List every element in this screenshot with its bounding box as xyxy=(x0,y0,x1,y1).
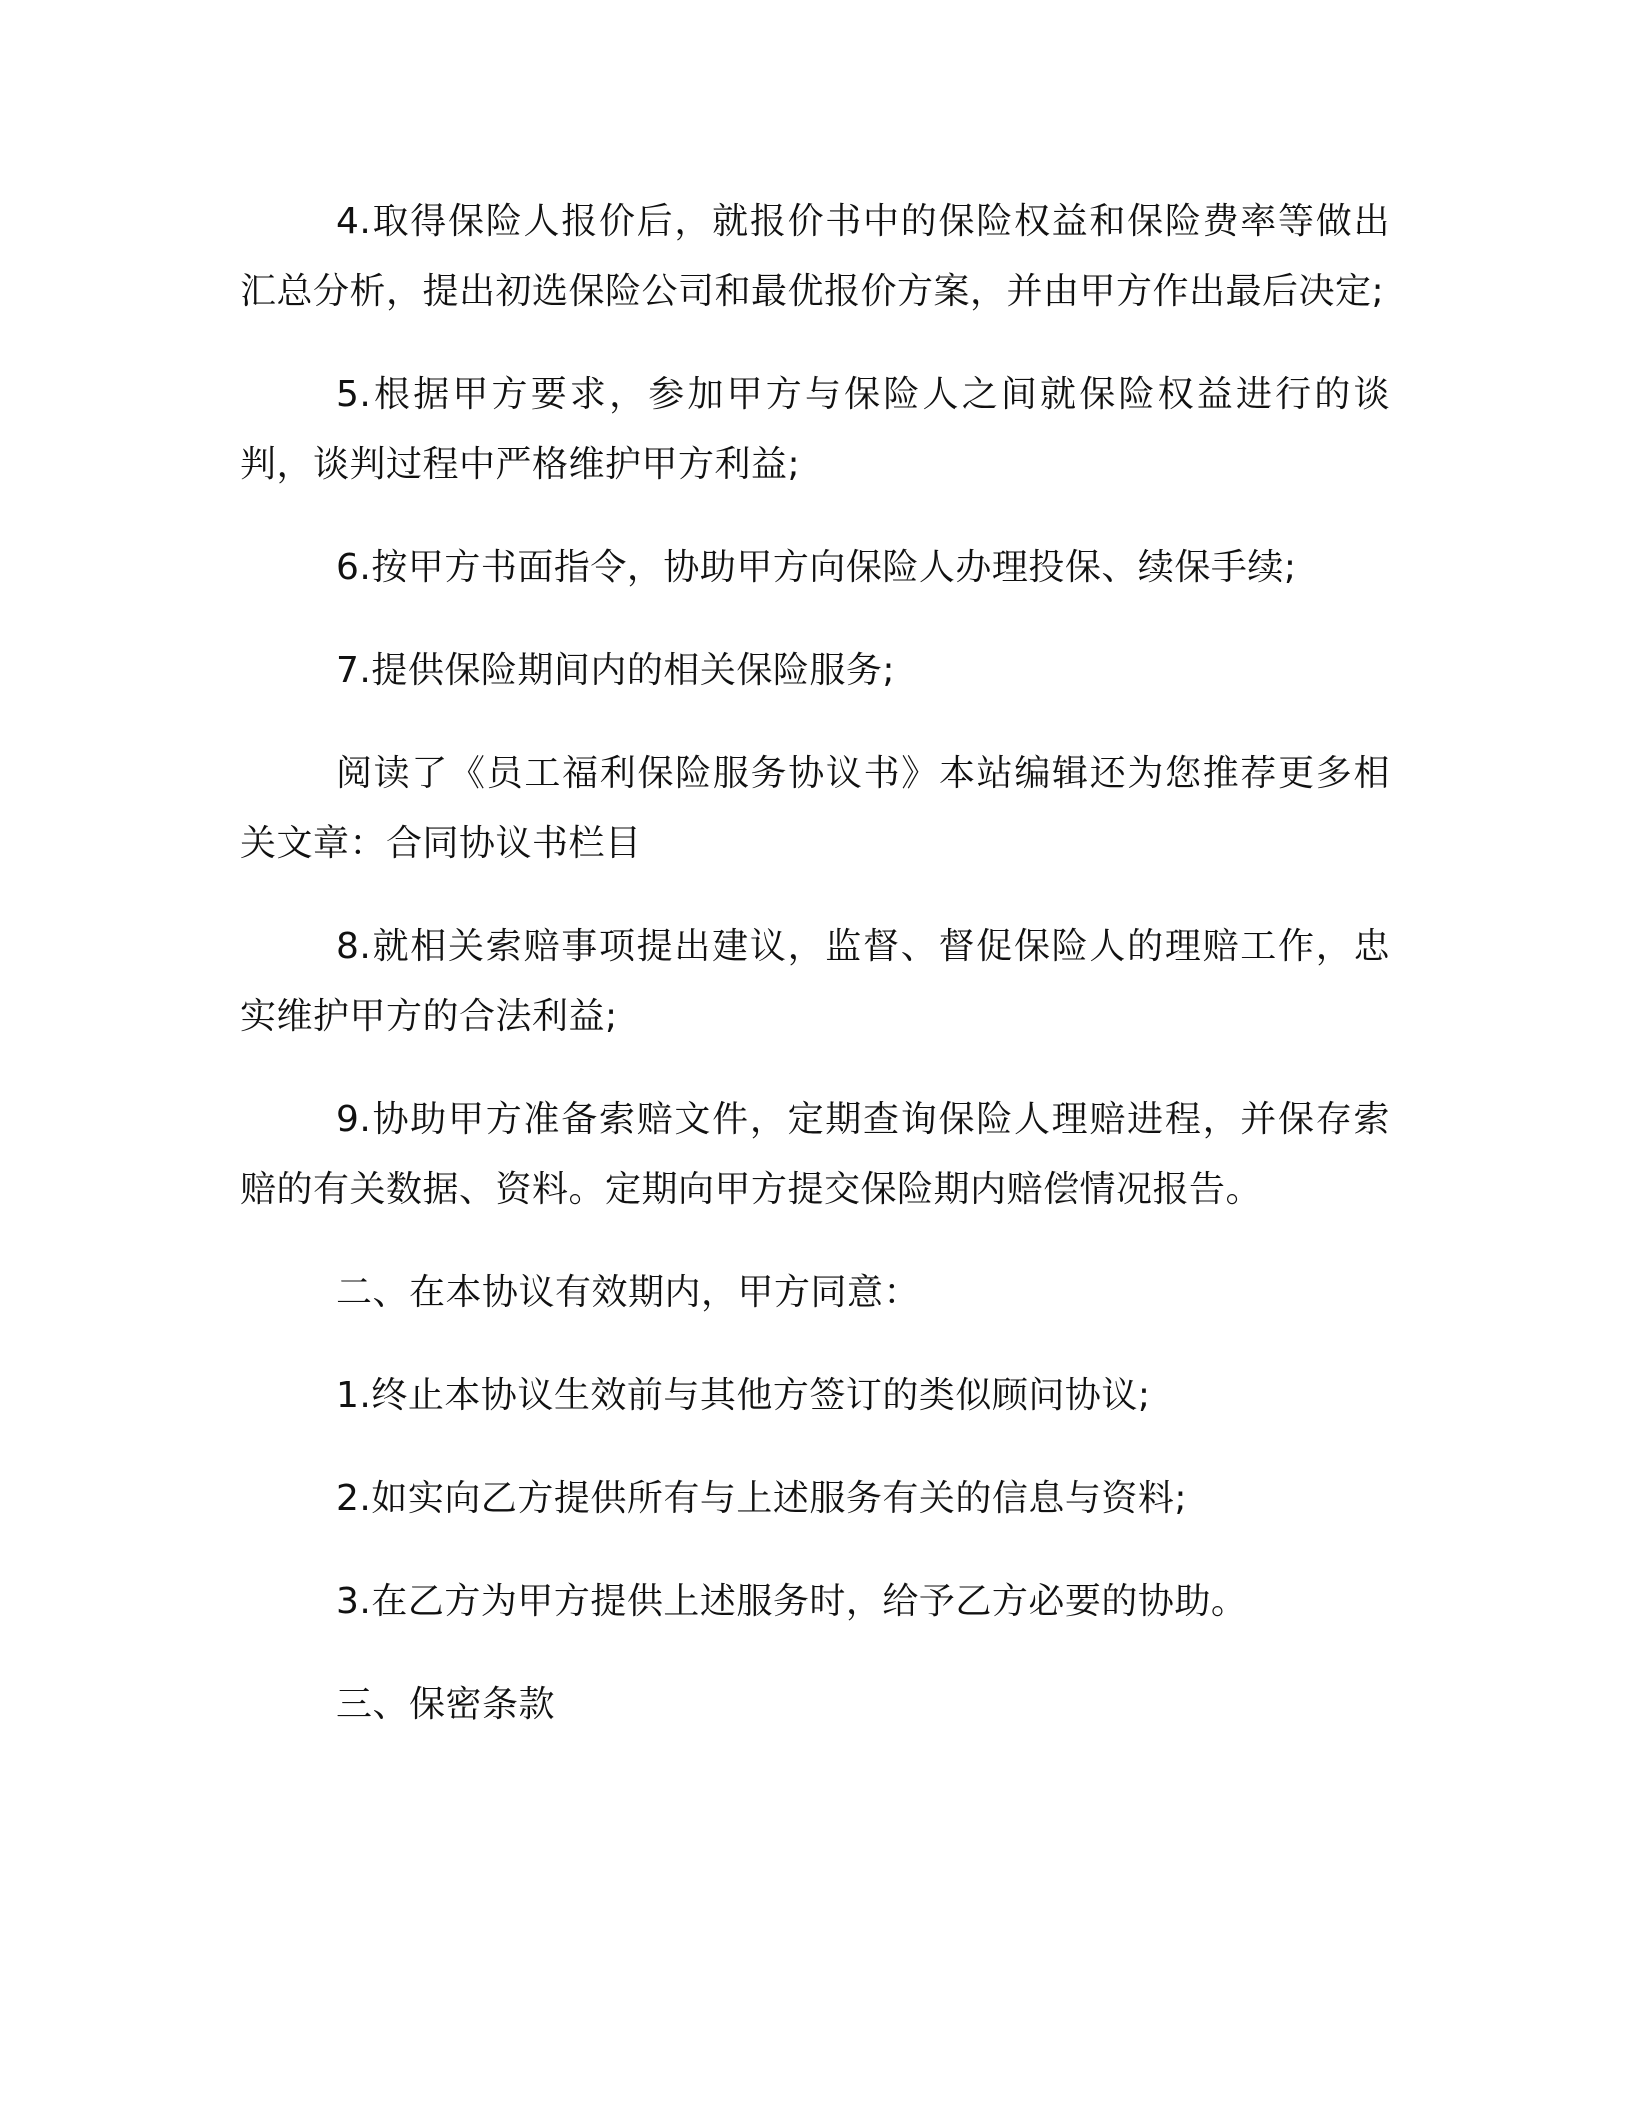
document-body xyxy=(240,187,1390,1740)
section-heading-3: 三、保密条款 xyxy=(336,1684,556,1725)
paragraph-item-9: 9.协助甲方准备索赔文件，定期查询保险人理赔进程，并保存索赔的有关数据、资料。定期向甲方提交保险期内赔偿情况报告。 xyxy=(240,1099,1390,1210)
section-heading-2: 二、在本协议有效期内，甲方同意： xyxy=(336,1272,921,1313)
related-articles-note: 阅读了《员工福利保险服务协议书》本站编辑还为您推荐更多相关文章：合同协议书栏目 xyxy=(240,753,1390,864)
paragraph-item-4: 4.取得保险人报价后，就报价书中的保险权益和保险费率等做出汇总分析，提出初选保险公司和最优报价方案，并由甲方作出最后决定; xyxy=(240,201,1390,312)
paragraph-item-5: 5.根据甲方要求，参加甲方与保险人之间就保险权益进行的谈判，谈判过程中严格维护甲方利益; xyxy=(240,374,1390,485)
paragraph-item-8: 8.就相关索赔事项提出建议，监督、督促保险人的理赔工作，忠实维护甲方的合法利益; xyxy=(240,926,1390,1037)
paragraph-item-1: 1.终止本协议生效前与其他方签订的类似顾问协议; xyxy=(336,1375,1151,1416)
paragraph-item-6: 6.按甲方书面指令，协助甲方向保险人办理投保、续保手续; xyxy=(336,547,1297,588)
paragraph-item-2: 2.如实向乙方提供所有与上述服务有关的信息与资料; xyxy=(336,1478,1187,1519)
paragraph-item-3: 3.在乙方为甲方提供上述服务时，给予乙方必要的协助。 xyxy=(336,1581,1248,1622)
paragraph-item-7: 7.提供保险期间内的相关保险服务; xyxy=(336,650,895,691)
